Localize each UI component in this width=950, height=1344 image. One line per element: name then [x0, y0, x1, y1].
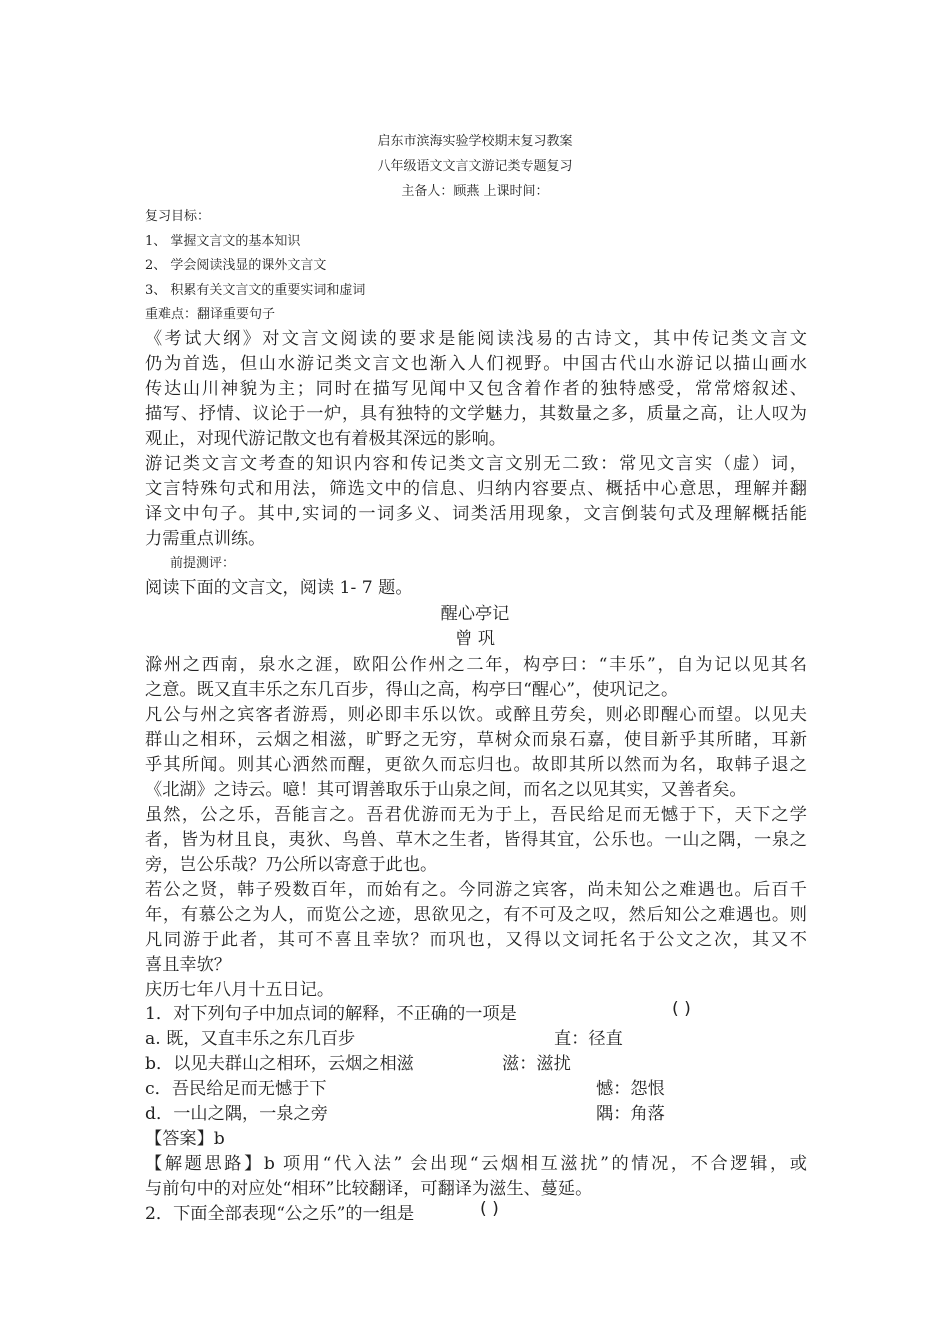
- reading-instruction: 阅读下面的文言文，阅读 1- 7 题。: [145, 578, 413, 598]
- option-c: c．吾民给足而无憾于下: [145, 1079, 327, 1099]
- intro-line: 游记类文言文考查的知识内容和传记类文言文别无二致：常见文言实（虚）词，: [145, 454, 807, 474]
- intro-line: 仍为首选，但山水游记类文言文也渐入人们视野。中国古代山水游记以描山画水: [145, 354, 807, 374]
- intro-line: 描写、抒情、议论于一炉，具有独特的文学魅力，其数量之多，质量之高，让人叹为: [145, 404, 807, 424]
- goal-item: 2、 学会阅读浅显的课外文言文: [145, 258, 327, 273]
- question-2-stem: 2．下面全部表现“公之乐”的一组是: [145, 1204, 415, 1224]
- passage-line: 乎其所闻。则其心洒然而醒，更欲久而忘归也。故即其所以然而为名，取韩子退之: [145, 755, 807, 775]
- answer-line: 【答案】b: [145, 1129, 225, 1149]
- passage-line: 群山之相环，云烟之相滋，旷野之无穷，草树众而泉石嘉，使目新乎其所睹，耳新: [145, 730, 807, 750]
- passage-line: 《北湖》之诗云。噫！其可谓善取乐于山泉之间，而名之以见其实，又善者矣。: [145, 780, 747, 800]
- intro-line: 文言特殊句式和用法，筛选文中的信息、归纳内容要点、概括中心意思，理解并翻: [145, 479, 807, 499]
- school-title: 启东市滨海实验学校期末复习教案: [377, 134, 573, 149]
- option-a: a. 既，又直丰乐之东几百步: [145, 1029, 356, 1049]
- intro-line: 《考试大纲》对文言文阅读的要求是能阅读浅易的古诗文，其中传记类文言文: [145, 329, 807, 349]
- option-b-gloss: 滋：滋扰: [502, 1054, 571, 1074]
- question-1-stem: 1．对下列句子中加点词的解释，不正确的一项是: [145, 1004, 517, 1024]
- key-difficulty: 重难点：翻译重要句子: [145, 307, 276, 322]
- analysis-line: 与前句中的对应处“相环”比较翻译，可翻译为滋生、蔓延。: [145, 1179, 593, 1199]
- passage-author: 曾 巩: [455, 629, 495, 649]
- question-2-paren: ( ): [480, 1199, 499, 1219]
- passage-line: 者，皆为材且良，夷狄、鸟兽、草木之生者，皆得其宜，公乐也。一山之隅，一泉之: [145, 830, 807, 850]
- passage-line: 虽然，公之乐，吾能言之。吾君优游而无为于上，吾民给足而无憾于下，天下之学: [145, 805, 807, 825]
- goals-title: 复习目标：: [145, 209, 211, 224]
- pretest-label: 前提测评：: [170, 556, 236, 571]
- intro-line: 观止，对现代游记散文也有着极其深远的影响。: [145, 429, 506, 449]
- passage-line: 凡公与州之宾客者游焉，则必即丰乐以饮。或醉且劳矣，则必即醒心而望。以见夫: [145, 705, 807, 725]
- option-c-gloss: 憾：怨恨: [596, 1079, 665, 1099]
- passage-line: 若公之贤，韩子殁数百年，而始有之。今同游之宾客，尚未知公之难遇也。后百千: [145, 880, 807, 900]
- intro-line: 传达山川神貌为主；同时在描写见闻中又包含着作者的独特感受，常常熔叙述、: [145, 379, 807, 399]
- passage-title: 醒心亭记: [440, 604, 510, 624]
- goal-item: 3、 积累有关文言文的重要实词和虚词: [145, 283, 366, 298]
- preparer-line: 主备人：顾燕 上课时间：: [401, 184, 549, 199]
- question-1-paren: ( ): [672, 999, 691, 1019]
- passage-line: 之意。既又直丰乐之东几百步，得山之高，构亭曰“醒心”，使巩记之。: [145, 680, 679, 700]
- option-a-gloss: 直：径直: [554, 1029, 623, 1049]
- option-d: d．一山之隅，一泉之旁: [145, 1104, 328, 1124]
- intro-line: 译文中句子。其中,实词的一词多义、词类活用现象，文言倒装句式及理解概括能: [145, 504, 807, 524]
- option-b: b．以见夫群山之相环，云烟之相滋: [145, 1054, 414, 1074]
- analysis-line: 【解题思路】b 项用“代入法” 会出现“云烟相互滋扰”的情况，不合逻辑，或: [145, 1154, 807, 1174]
- option-d-gloss: 隅：角落: [596, 1104, 665, 1124]
- passage-line: 喜且幸欤？: [145, 955, 231, 975]
- lesson-topic: 八年级语文文言文游记类专题复习: [377, 159, 573, 174]
- goal-item: 1、 掌握文言文的基本知识: [145, 234, 301, 249]
- passage-date: 庆历七年八月十五日记。: [145, 980, 335, 1000]
- passage-line: 滁州之西南，泉水之涯，欧阳公作州之二年，构亭曰：“丰乐”，自为记以见其名: [145, 655, 807, 675]
- intro-line: 力需重点训练。: [145, 529, 266, 549]
- passage-line: 旁，岂公乐哉？乃公所以寄意于此也。: [145, 855, 438, 875]
- passage-line: 凡同游于此者，其可不喜且幸欤？而巩也，又得以文词托名于公文之次，其又不: [145, 930, 807, 950]
- passage-line: 年，有慕公之为人，而览公之迹，思欲见之，有不可及之叹，然后知公之难遇也。则: [145, 905, 807, 925]
